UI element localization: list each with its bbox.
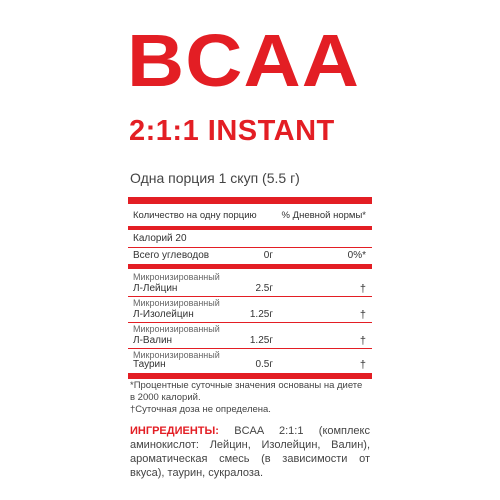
item-qualifier: Микронизированный xyxy=(133,350,220,360)
item-label: Л-Изолейцин xyxy=(133,309,194,320)
ingredients-label: ИНГРЕДИЕНТЫ: xyxy=(130,425,219,437)
top-bar xyxy=(128,197,372,204)
bottom-bar xyxy=(128,373,372,379)
ingredients-text: BCAA 2:1:1 (комплекс аминокислот: Лейцин, Изолейцин, Валин), ароматическая смесь (в зависимости от вкуса), таурин, сукралоза. xyxy=(130,425,370,479)
calories-label: Калорий 20 xyxy=(133,233,187,244)
product-title: BCAA xyxy=(127,19,361,102)
item-label: Таурин xyxy=(133,359,166,370)
header-divider xyxy=(128,226,372,230)
serving-size: Одна порция 1 скуп (5.5 г) xyxy=(130,170,300,186)
row-divider xyxy=(128,322,372,323)
item-qualifier: Микронизированный xyxy=(133,272,220,282)
footnotes xyxy=(130,380,370,416)
item-amount: 0.5г xyxy=(255,359,273,370)
carbs-amount: 0г xyxy=(263,250,273,261)
footnote-daily-values: *Процентные суточные значения основаны на диете в 2000 калорий. xyxy=(130,380,363,403)
carbs-pct: 0%* xyxy=(347,250,366,261)
row-divider xyxy=(128,348,372,349)
item-amount: 1.25г xyxy=(249,335,273,346)
carbs-label: Всего углеводов xyxy=(133,250,210,261)
product-subtitle: 2:1:1 INSTANT xyxy=(129,115,335,147)
item-label: Л-Валин xyxy=(133,335,173,346)
footnote-not-established: †Суточная доза не определена. xyxy=(130,404,271,415)
item-pct: † xyxy=(359,309,366,321)
item-qualifier: Микронизированный xyxy=(133,324,220,334)
item-pct: † xyxy=(359,359,366,371)
item-label: Л-Лейцин xyxy=(133,283,178,294)
section-divider xyxy=(128,264,372,269)
nutrition-panel xyxy=(128,197,372,371)
row-divider xyxy=(128,296,372,297)
row-divider xyxy=(128,247,372,248)
item-pct: † xyxy=(359,283,366,295)
header-amount-per-serving: Количество на одну порцию xyxy=(133,210,257,221)
item-pct: † xyxy=(359,335,366,347)
item-amount: 1.25г xyxy=(249,309,273,320)
header-daily-value: % Дневной нормы* xyxy=(281,210,366,221)
item-amount: 2.5г xyxy=(255,283,273,294)
item-qualifier: Микронизированный xyxy=(133,298,220,308)
ingredients-block xyxy=(130,424,370,480)
